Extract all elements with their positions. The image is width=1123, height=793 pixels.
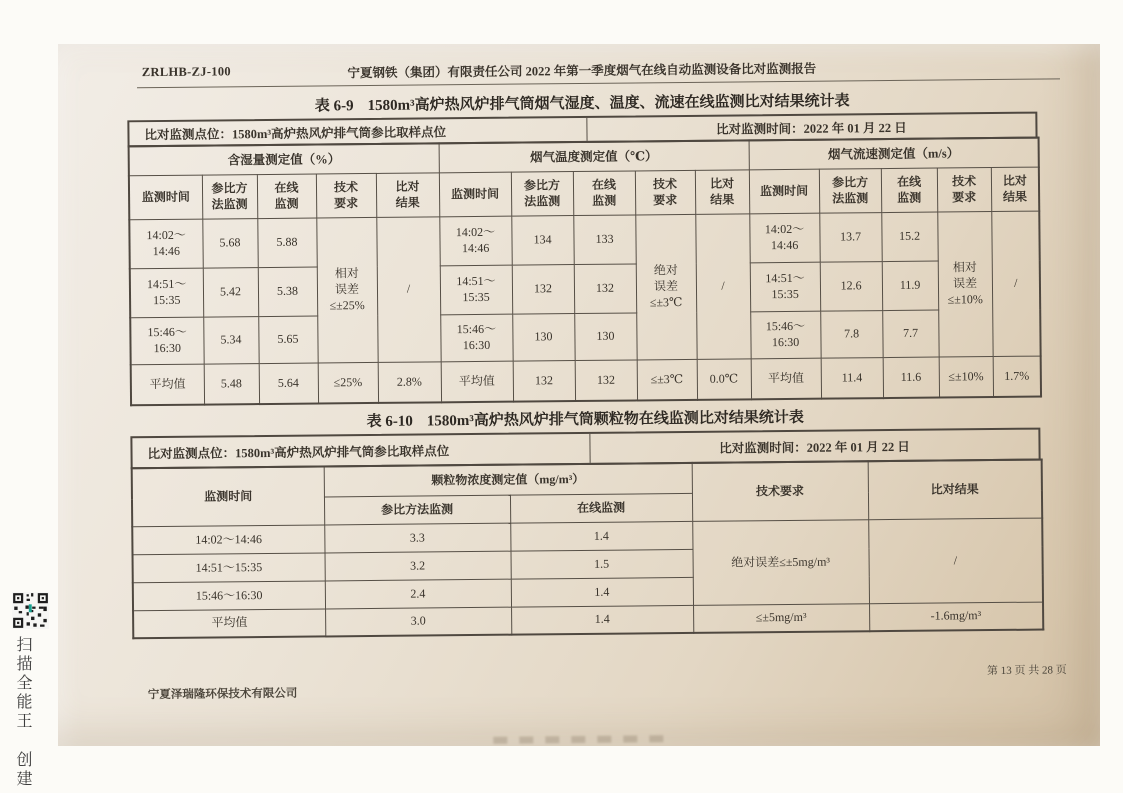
table-cell: 5.38 bbox=[258, 267, 317, 317]
table-cell: 14:51～ 15:35 bbox=[750, 262, 820, 312]
average-label: 平均值 bbox=[133, 609, 325, 638]
column-header: 参比方 法监测 bbox=[202, 175, 257, 220]
table-cell: 130 bbox=[512, 314, 574, 362]
qr-code bbox=[12, 592, 49, 629]
column-header: 参比方 法监测 bbox=[819, 169, 881, 214]
table-cell: 3.0 bbox=[325, 607, 511, 636]
column-header: 比对 结果 bbox=[991, 167, 1039, 211]
table-cell: 5.48 bbox=[204, 364, 259, 405]
table-cell: 5.34 bbox=[203, 317, 258, 365]
table-cell: 1.5 bbox=[510, 549, 692, 579]
table-cell: 11.6 bbox=[883, 357, 939, 398]
footer-company-name: 宁夏泽瑞隆环保技术有限公司 bbox=[147, 687, 298, 702]
compare-result-cell: / bbox=[868, 518, 1043, 604]
table-cell: 14:51～15:35 bbox=[133, 553, 325, 583]
tech-requirement-cell: 绝对误差≤±5mg/m³ bbox=[692, 520, 869, 606]
column-header: 监测时间 bbox=[129, 175, 202, 220]
table-cell: ≤25% bbox=[318, 362, 378, 403]
column-header-group: 颗粒物浓度测定值（mg/m³） bbox=[324, 463, 692, 497]
table-cell: 5.88 bbox=[257, 218, 316, 268]
average-label: 平均值 bbox=[441, 361, 513, 402]
tech-requirement-cell: 相对 误差 ≤±25% bbox=[316, 217, 377, 363]
column-header: 在线 监测 bbox=[573, 171, 635, 216]
group-title-temperature: 烟气温度测定值（℃） bbox=[439, 140, 749, 172]
column-header: 技术要求 bbox=[692, 461, 869, 521]
column-header: 比对 结果 bbox=[376, 173, 439, 218]
table-cell: 1.4 bbox=[510, 521, 692, 551]
table1-caption-label: 表 6-9 bbox=[314, 98, 354, 115]
paper-page bbox=[58, 44, 1100, 746]
table-cell: 11.9 bbox=[882, 261, 938, 311]
table2-block bbox=[130, 428, 1042, 640]
page-content bbox=[55, 39, 1104, 751]
table-cell: 3.2 bbox=[325, 551, 511, 581]
column-header: 在线监测 bbox=[510, 493, 692, 523]
tech-requirement-cell: 相对 误差 ≤±10% bbox=[937, 212, 992, 358]
table-cell: 5.65 bbox=[258, 316, 317, 364]
table-cell: 11.4 bbox=[821, 358, 883, 399]
table-cell: 12.6 bbox=[820, 262, 882, 312]
table-cell: ≤±3℃ bbox=[637, 359, 697, 400]
monitor-site-label: 比对监测点位：1580m³高炉热风炉排气筒参比取样点位 bbox=[129, 118, 587, 145]
compare-result-cell: / bbox=[991, 211, 1040, 356]
column-header: 监测时间 bbox=[439, 172, 511, 217]
table-cell: 0.0℃ bbox=[697, 359, 751, 400]
monitor-site-label: 比对监测点位：1580m³高炉热风炉排气筒参比取样点位 bbox=[132, 434, 590, 467]
compare-result-cell: / bbox=[376, 217, 440, 363]
column-header: 参比方法监测 bbox=[324, 495, 510, 525]
table-cell: 2.4 bbox=[325, 579, 511, 609]
table-cell: 132 bbox=[574, 264, 636, 314]
column-header: 技术 要求 bbox=[937, 168, 991, 213]
column-header: 比对 结果 bbox=[695, 170, 749, 215]
table-cell: 5.68 bbox=[202, 219, 257, 269]
table-cell: 14:02～ 14:46 bbox=[749, 213, 819, 263]
table1-caption-text: 1580m³高炉热风炉排气筒烟气湿度、温度、流速在线监测比对结果统计表 bbox=[367, 93, 850, 115]
average-label: 平均值 bbox=[751, 358, 821, 399]
table-cell: 132 bbox=[575, 360, 637, 401]
table-cell: 1.7% bbox=[993, 356, 1041, 397]
table-cell: 1.4 bbox=[511, 577, 693, 607]
table-cell: 2.8% bbox=[378, 362, 441, 403]
table-cell: 5.42 bbox=[203, 268, 258, 318]
average-label: 平均值 bbox=[131, 364, 204, 405]
table-cell: 13.7 bbox=[819, 213, 881, 263]
table-cell: 14:02～ 14:46 bbox=[439, 216, 511, 266]
table-cell: 14:02～14:46 bbox=[132, 525, 324, 555]
table2-caption-text: 1580m³高炉热风炉排气筒颗粒物在线监测比对结果统计表 bbox=[426, 409, 804, 430]
document-code: ZRLHB-ZJ-100 bbox=[141, 64, 231, 80]
column-header: 在线 监测 bbox=[881, 168, 937, 213]
column-header: 参比方 法监测 bbox=[511, 172, 573, 217]
group-title-humidity: 含湿量测定值（%） bbox=[129, 143, 439, 175]
column-header: 在线 监测 bbox=[257, 174, 316, 219]
column-header: 技术 要求 bbox=[635, 170, 695, 215]
report-header-title: 宁夏钢铁（集团）有限责任公司 2022 年第一季度烟气在线自动监测设备比对监测报告 bbox=[347, 61, 817, 81]
table-cell: 133 bbox=[573, 215, 635, 265]
table-cell: ≤±5mg/m³ bbox=[693, 604, 869, 633]
table-cell: 15:46～ 16:30 bbox=[130, 317, 203, 365]
footer-page-number: 第 13 页 共 28 页 bbox=[986, 664, 1067, 678]
monitor-time-label: 比对监测时间：2022 年 01 月 22 日 bbox=[716, 120, 907, 137]
table-6-9 bbox=[128, 137, 1043, 407]
group-title-velocity: 烟气流速测定值（m/s） bbox=[749, 138, 1039, 170]
table-cell: 15.2 bbox=[881, 212, 937, 262]
table-cell: 5.64 bbox=[259, 363, 318, 404]
table-cell: 7.7 bbox=[882, 310, 938, 358]
table-cell: 130 bbox=[574, 313, 636, 361]
table-cell: 15:46～16:30 bbox=[133, 581, 325, 611]
ink-bleed-smudge bbox=[493, 735, 668, 744]
table-cell: 132 bbox=[512, 265, 574, 315]
column-header: 技术 要求 bbox=[316, 173, 376, 218]
monitor-time-label: 比对监测时间：2022 年 01 月 22 日 bbox=[719, 439, 910, 456]
column-header: 监测时间 bbox=[132, 466, 325, 526]
column-header: 比对结果 bbox=[868, 460, 1043, 520]
table-cell: 132 bbox=[513, 361, 575, 402]
table-cell: 14:02～ 14:46 bbox=[129, 219, 202, 269]
tech-requirement-cell: 绝对 误差 ≤±3℃ bbox=[635, 214, 696, 360]
table-cell: 15:46～ 16:30 bbox=[440, 314, 512, 362]
table2-caption-label: 表 6-10 bbox=[366, 413, 413, 431]
table1-block bbox=[127, 112, 1040, 407]
table-cell: 1.4 bbox=[511, 605, 693, 634]
table-cell: 134 bbox=[511, 216, 573, 266]
table-cell: -1.6mg/m³ bbox=[869, 602, 1043, 631]
table-cell: 14:51～ 15:35 bbox=[440, 265, 512, 315]
table-cell: 14:51～ 15:35 bbox=[130, 268, 203, 318]
compare-result-cell: / bbox=[695, 214, 750, 360]
table-6-10 bbox=[131, 459, 1045, 640]
table-cell: 7.8 bbox=[820, 311, 882, 359]
qr-code-image bbox=[12, 592, 49, 629]
column-header: 监测时间 bbox=[749, 169, 819, 214]
table-cell: ≤±10% bbox=[939, 357, 993, 398]
table-cell: 3.3 bbox=[324, 523, 510, 553]
scanner-watermark-text: 扫描全能王 创建 bbox=[14, 636, 31, 789]
table-cell: 15:46～ 16:30 bbox=[750, 311, 820, 359]
